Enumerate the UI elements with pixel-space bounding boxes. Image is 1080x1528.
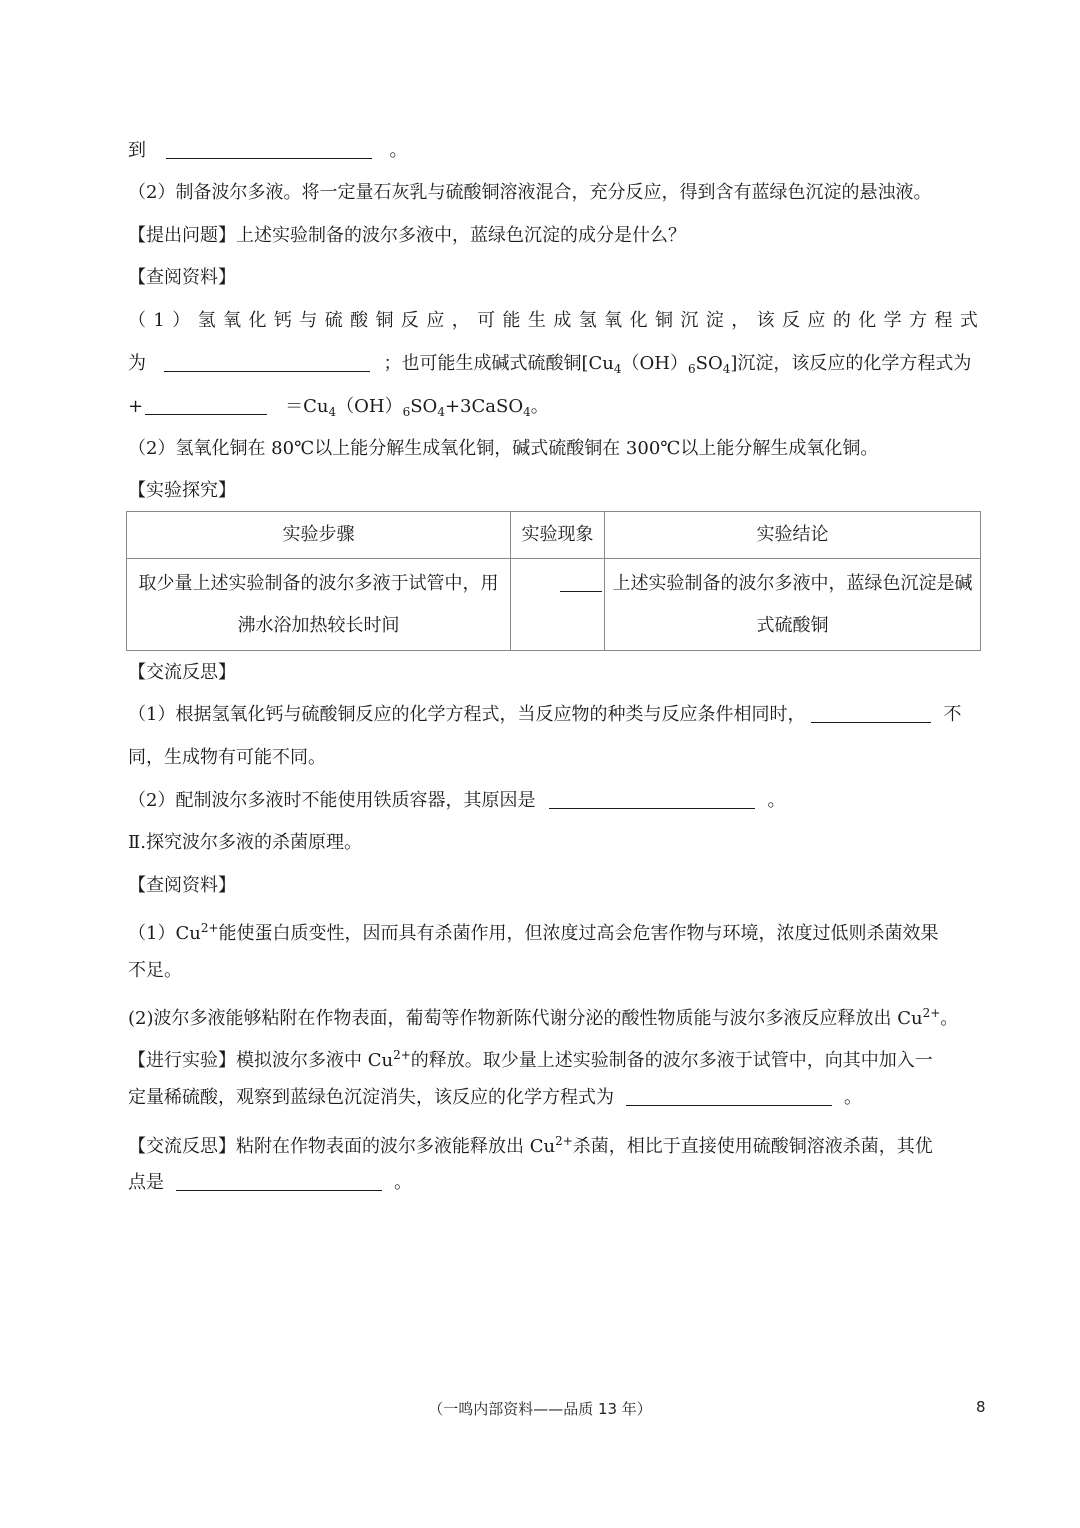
part-heading: Ⅱ.探究波尔多液的杀菌原理。 bbox=[128, 832, 362, 853]
q-line-12: 同，生成物有可能不同。 bbox=[128, 747, 326, 768]
q-line-13: （2）配制波尔多液时不能使用铁质容器，其原因是 。 bbox=[128, 790, 786, 811]
table-cell: 上述实验制备的波尔多液中，蓝绿色沉淀是碱 式硫酸铜 bbox=[605, 559, 981, 651]
table-cell: 取少量上述实验制备的波尔多液于试管中，用 沸水浴加热较长时间 bbox=[127, 559, 511, 651]
table-header: 实验结论 bbox=[605, 512, 981, 559]
table-header: 实验现象 bbox=[511, 512, 605, 559]
q-line-6: 为 ；也可能生成碱式硫酸铜$[Cu_4(OH)_6SO_4]$沉淀，该反应的化学方程式为 bbox=[128, 353, 972, 376]
answer-blank[interactable] bbox=[166, 140, 372, 159]
section-heading: 【查阅资料】 bbox=[128, 875, 236, 896]
q-line-2: （2）制备波尔多液。将一定量石灰乳与硫酸铜溶液混合，充分反应，得到含有蓝绿色沉淀的悬浊液。 bbox=[128, 182, 932, 203]
answer-blank[interactable] bbox=[549, 790, 755, 809]
reactant-blank[interactable] bbox=[145, 396, 267, 415]
q-line-11: （1）根据氢氧化钙与硫酸铜反应的化学方程式，当反应物的种类与反应条件相同时， 不 bbox=[128, 704, 962, 725]
section-heading: 【实验探究】 bbox=[128, 480, 236, 501]
answer-blank[interactable] bbox=[811, 704, 931, 723]
q-line-1: 到 。 bbox=[128, 140, 408, 161]
q-line-8: （2）氢氧化铜在 80℃以上能分解生成氧化铜，碱式硫酸铜在 300℃以上能分解生成氧化铜。 bbox=[128, 438, 879, 459]
answer-blank[interactable] bbox=[176, 1172, 382, 1191]
q-line-19: 【进行实验】模拟波尔多液中 $Cu^{2+}$的释放。取少量上述实验制备的波尔多液于试管中，向其中加入一 bbox=[128, 1048, 933, 1071]
q-line-18: (2)波尔多液能够粘附在作物表面，葡萄等作物新陈代谢分泌的酸性物质能与波尔多液反应释放出 $Cu^{2+}$。 bbox=[128, 1006, 959, 1029]
experiment-table bbox=[126, 511, 981, 651]
equation-blank[interactable] bbox=[626, 1087, 832, 1106]
table-header: 实验步骤 bbox=[127, 512, 511, 559]
q-line-17: 不足。 bbox=[128, 960, 182, 981]
equation-blank[interactable] bbox=[164, 353, 370, 372]
q-line-7: + $=Cu_4(OH)_6SO_4+3CaSO_4$。 bbox=[128, 396, 549, 419]
q-line-21: 【交流反思】粘附在作物表面的波尔多液能释放出 $Cu^{2+}$杀菌，相比于直接使用硫酸铜溶液杀菌，其优 bbox=[128, 1134, 933, 1157]
q-line-5: （ 1 ） 氢 氧 化 钙 与 硫 酸 铜 反 应 ， 可 能 生 成 氢 氧 化 铜 沉 淀 ， 该 反 应 的 化 学 方 程 式 bbox=[128, 310, 978, 331]
section-heading: 【交流反思】 bbox=[128, 662, 236, 683]
q-line-16: $(1)Cu^{2+}$能使蛋白质变性，因而具有杀菌作用，但浓度过高会危害作物与环境，浓度过低则杀菌效果 bbox=[128, 921, 939, 944]
page-footer: （一鸣内部资料——品质 13 年） bbox=[428, 1400, 652, 1418]
question-heading: 【提出问题】上述实验制备的波尔多液中，蓝绿色沉淀的成分是什么？ bbox=[128, 225, 686, 246]
table-cell bbox=[511, 559, 605, 651]
q-line-22: 点是 。 bbox=[128, 1172, 412, 1193]
phenomenon-blank[interactable] bbox=[560, 573, 602, 592]
page-number: 8 bbox=[976, 1398, 986, 1416]
section-heading: 【查阅资料】 bbox=[128, 267, 236, 288]
q-line-20: 定量稀硫酸，观察到蓝绿色沉淀消失，该反应的化学方程式为 。 bbox=[128, 1087, 862, 1108]
